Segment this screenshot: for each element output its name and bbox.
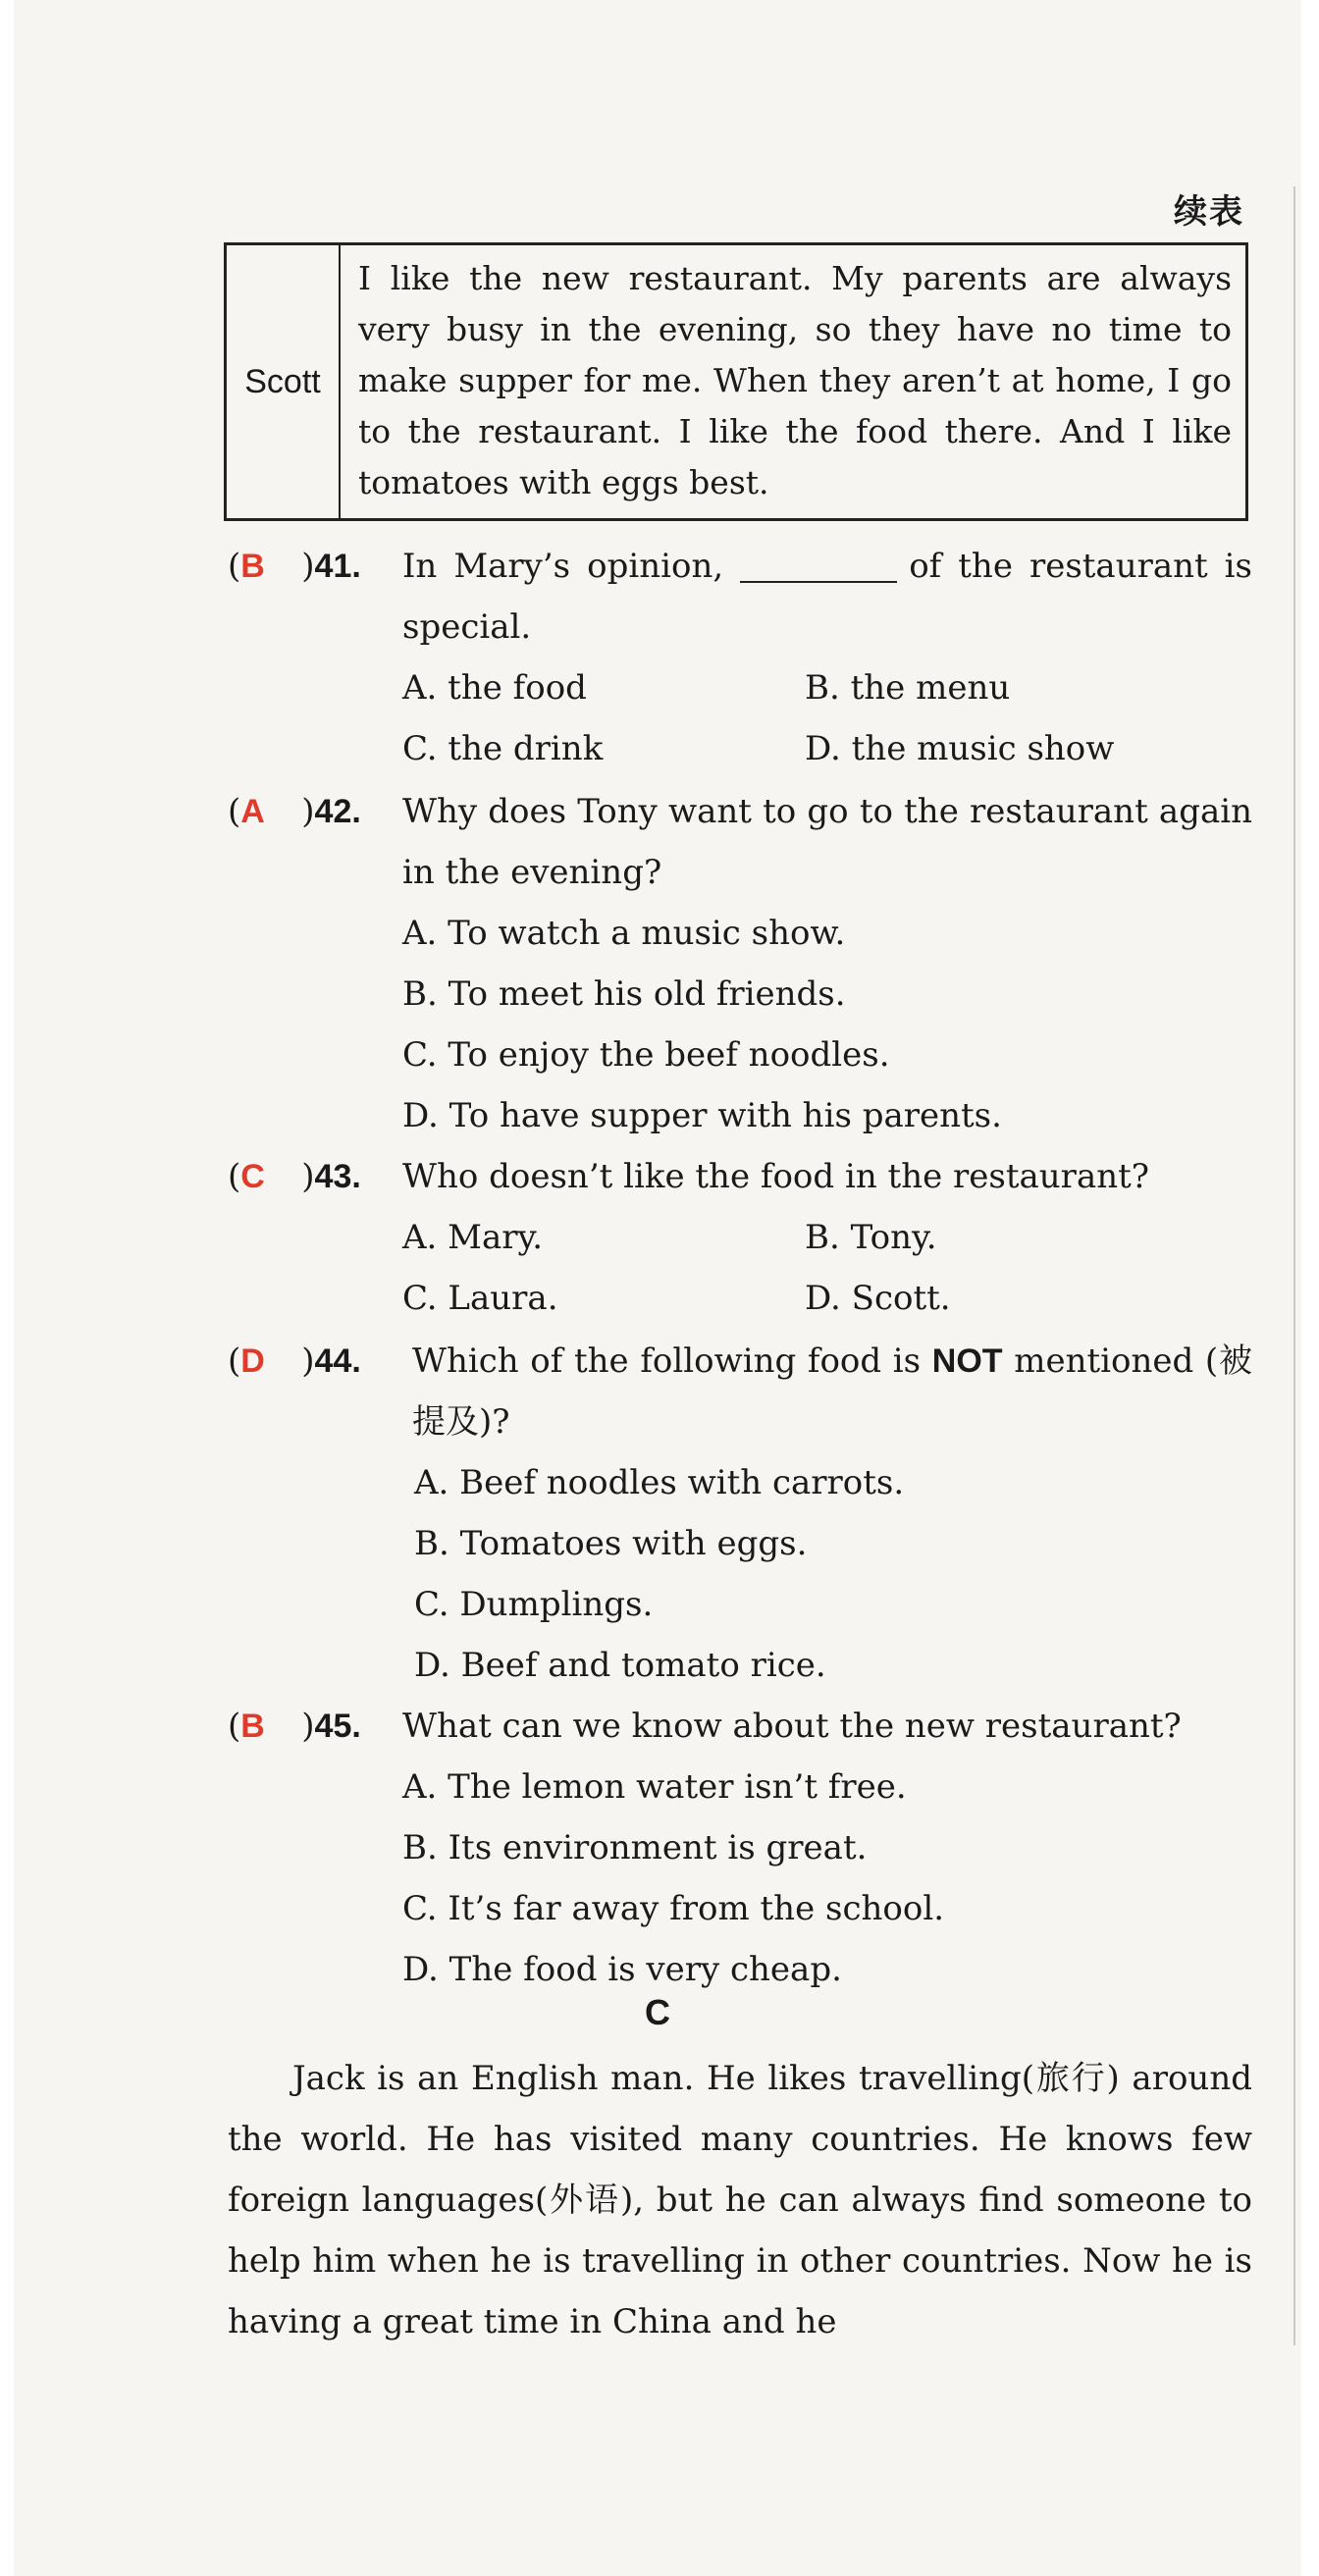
stem-text: In Mary’s opinion, [402,547,724,586]
option-d: D. The food is very cheap. [402,1950,842,1989]
table-row [226,244,1247,520]
answer-bracket: (D )44. [228,1331,402,1392]
person-name: Scott [226,244,341,520]
question-45 [228,1696,1252,2000]
question-stem [228,781,1252,903]
option-a: A. Mary. [402,1218,544,1257]
option-d: D. To have supper with his parents. [402,1096,1002,1135]
answer-letter: D [240,1342,265,1380]
answer-blank [740,542,897,583]
answer-letter: B [240,1708,265,1745]
option-b: B. Its environment is great. [402,1828,868,1867]
stem-emphasis: NOT [931,1342,1003,1380]
option-a: A. the food [402,668,587,708]
question-stem [228,1331,1252,1452]
options-row [228,657,1252,718]
stem-text: Which of the following food is [412,1341,922,1381]
reading-passage: Jack is an English man. He likes travelling(旅行) around the world. He has visited many countries. He knows few foreign languages(外语), but he can always find someone to help him when he is travelling in other countries. Now he is having a great time in China and he [228,2059,1252,2341]
answer-letter: B [240,548,265,585]
option-d: D. Scott. [805,1279,951,1318]
option-d: D. Beef and tomato rice. [414,1646,826,1685]
continued-label: 续表 [1174,192,1244,232]
answer-bracket: (C )43. [228,1146,402,1207]
option-b: B. the menu [805,668,1011,708]
answer-bracket: (A )42. [228,781,402,842]
option-b: B. To meet his old friends. [402,974,846,1014]
question-stem [228,536,1252,657]
stem-text: What can we know about the new restaurant? [402,1707,1182,1746]
options-row [228,718,1252,779]
option-a: A. Beef noodles with carrots. [414,1463,905,1502]
option-c: C. Laura. [402,1279,558,1318]
option-a: A. To watch a music show. [402,914,846,953]
question-number: 44. [314,1342,361,1380]
question-stem [228,1696,1252,1757]
option-c: C. the drink [402,729,604,768]
option-b: B. Tony. [805,1218,937,1257]
person-statement: I like the new restaurant. My parents are always very busy in the evening, so they have no time to make supper for me. When they aren’t at home, I go to the restaurant. I like the food there. And I like tomatoes with eggs best. [340,244,1247,520]
stem-text: mentioned (被提及)? [412,1341,1253,1442]
stem-text: of the restaurant is special. [402,547,1252,647]
question-43 [228,1146,1252,1329]
option-b: B. Tomatoes with eggs. [414,1524,808,1563]
question-number: 41. [314,548,361,585]
option-c: C. Dumplings. [414,1585,654,1624]
worksheet-page [14,0,1301,2576]
question-number: 42. [314,793,361,830]
answer-bracket: (B )45. [228,1696,402,1757]
question-41 [228,536,1252,779]
option-a: A. The lemon water isn’t free. [402,1767,907,1807]
option-c: C. To enjoy the beef noodles. [402,1035,890,1075]
question-stem [228,1146,1252,1207]
answer-letter: A [240,793,265,830]
option-c: C. It’s far away from the school. [402,1889,945,1928]
answer-bracket: (B )41. [228,536,402,597]
question-number: 43. [314,1158,361,1195]
question-42 [228,781,1252,1146]
stem-text: Why does Tony want to go to the restaurant again in the evening? [402,792,1252,892]
section-heading: C [645,1992,670,2032]
option-d: D. the music show [805,729,1115,768]
stem-text: Who doesn’t like the food in the restaurant? [402,1157,1149,1196]
answer-letter: C [240,1158,265,1195]
options-row [228,1207,1252,1268]
question-44 [228,1331,1252,1696]
opinion-table [224,242,1248,521]
options-row [228,1268,1252,1329]
question-number: 45. [314,1708,361,1745]
